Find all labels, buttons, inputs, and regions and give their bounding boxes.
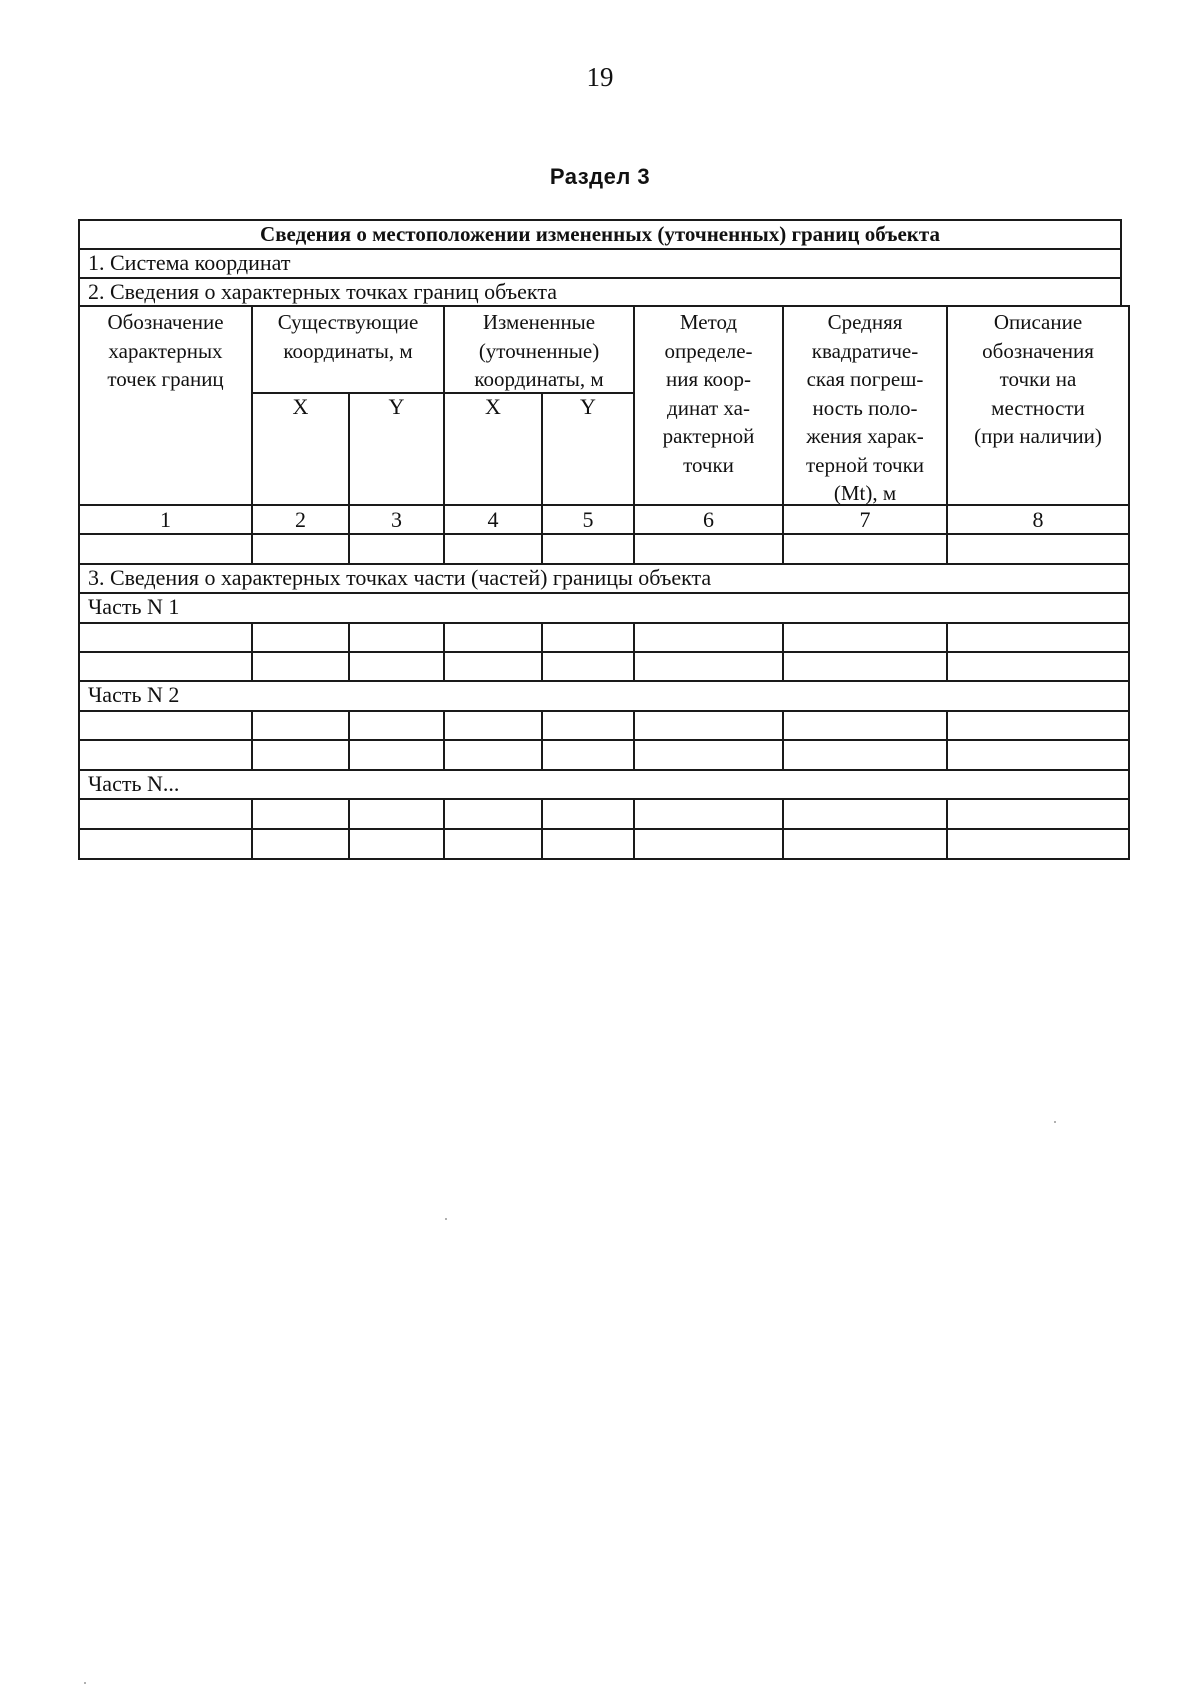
rule-after-part1-label	[78, 622, 1130, 624]
part1-col-divider-4	[541, 622, 543, 681]
partn-col-divider-3	[443, 798, 445, 859]
header-mean-square-error: Средняя квадратиче- ская погреш- ность поло- жения харак- терной точки (Mt), м	[805, 310, 925, 505]
column-number-6: 6	[703, 507, 714, 532]
rule-part1-row2	[78, 680, 1130, 682]
coord-system-label: 1. Система координат	[88, 250, 291, 275]
table-border-bottom	[78, 858, 1130, 860]
scan-speck	[84, 1682, 86, 1684]
header-description: Описание обозначения точки на местности (при наличии)	[974, 310, 1102, 448]
scan-speck	[445, 1218, 447, 1220]
section-title: Раздел 3	[549, 164, 651, 189]
header-point-designation: Обозначение характерных точек границ	[107, 310, 224, 391]
part2-col-divider-2	[348, 710, 350, 770]
rule-part3-row1	[78, 828, 1130, 830]
header-existing-x: X	[292, 394, 309, 419]
column-number-2: 2	[295, 507, 306, 532]
part-label-1: Часть N 1	[88, 594, 180, 619]
header-existing-y: Y	[388, 394, 405, 419]
column-number-7: 7	[859, 507, 871, 532]
part2-col-divider-4	[541, 710, 543, 770]
column-number-8: 8	[1032, 507, 1044, 532]
rule-after-parts-info	[78, 592, 1130, 594]
scan-speck	[1054, 1121, 1056, 1123]
table-border-right-upper	[1120, 219, 1122, 306]
column-number-3: 3	[391, 507, 402, 532]
header-method: Метод определе- ния коор- динат ха- рактерной точки	[662, 310, 755, 477]
partn-col-divider-2	[348, 798, 350, 859]
rule-after-points-info	[78, 305, 1130, 307]
part1-col-divider-1	[251, 622, 253, 681]
points-info-label: 2. Сведения о характерных точках границ объекта	[88, 279, 557, 304]
part-label-n: Часть N...	[88, 771, 180, 796]
partn-col-divider-1	[251, 798, 253, 859]
table-title: Сведения о местоположении измененных (уточненных) границ объекта	[260, 222, 940, 246]
part1-col-divider-6	[782, 622, 784, 681]
table-border-right-lower	[1128, 305, 1130, 860]
part1-col-divider-7	[946, 622, 948, 681]
rule-after-headers	[78, 504, 1130, 506]
part2-col-divider-3	[443, 710, 445, 770]
header-existing-coords: Существующие координаты, м	[277, 310, 419, 363]
header-changed-y: Y	[580, 394, 596, 419]
part2-col-divider-5	[633, 710, 635, 770]
column-number-4: 4	[487, 507, 499, 532]
part1-col-divider-3	[443, 622, 445, 681]
rule-after-column-numbers	[78, 533, 1130, 535]
part2-col-divider-7	[946, 710, 948, 770]
part1-col-divider-2	[348, 622, 350, 681]
partn-col-divider-7	[946, 798, 948, 859]
rule-after-part3-label	[78, 798, 1130, 800]
page-number: 19	[586, 62, 614, 92]
rule-part2-row2	[78, 769, 1130, 771]
header-changed-x: X	[485, 394, 501, 419]
part2-col-divider-1	[251, 710, 253, 770]
column-number-1: 1	[160, 507, 171, 532]
part1-col-divider-5	[633, 622, 635, 681]
rule-part2-row1	[78, 739, 1130, 741]
rule-after-part2-label	[78, 710, 1130, 712]
column-number-5: 5	[582, 507, 594, 532]
part-label-2: Часть N 2	[88, 682, 180, 707]
part2-col-divider-6	[782, 710, 784, 770]
partn-col-divider-6	[782, 798, 784, 859]
rule-part1-row1	[78, 651, 1130, 653]
parts-info-label: 3. Сведения о характерных точках части (частей) границы объекта	[88, 565, 712, 590]
header-changed-coords: Измененные (уточненные) координаты, м	[474, 310, 604, 391]
partn-col-divider-5	[633, 798, 635, 859]
partn-col-divider-4	[541, 798, 543, 859]
